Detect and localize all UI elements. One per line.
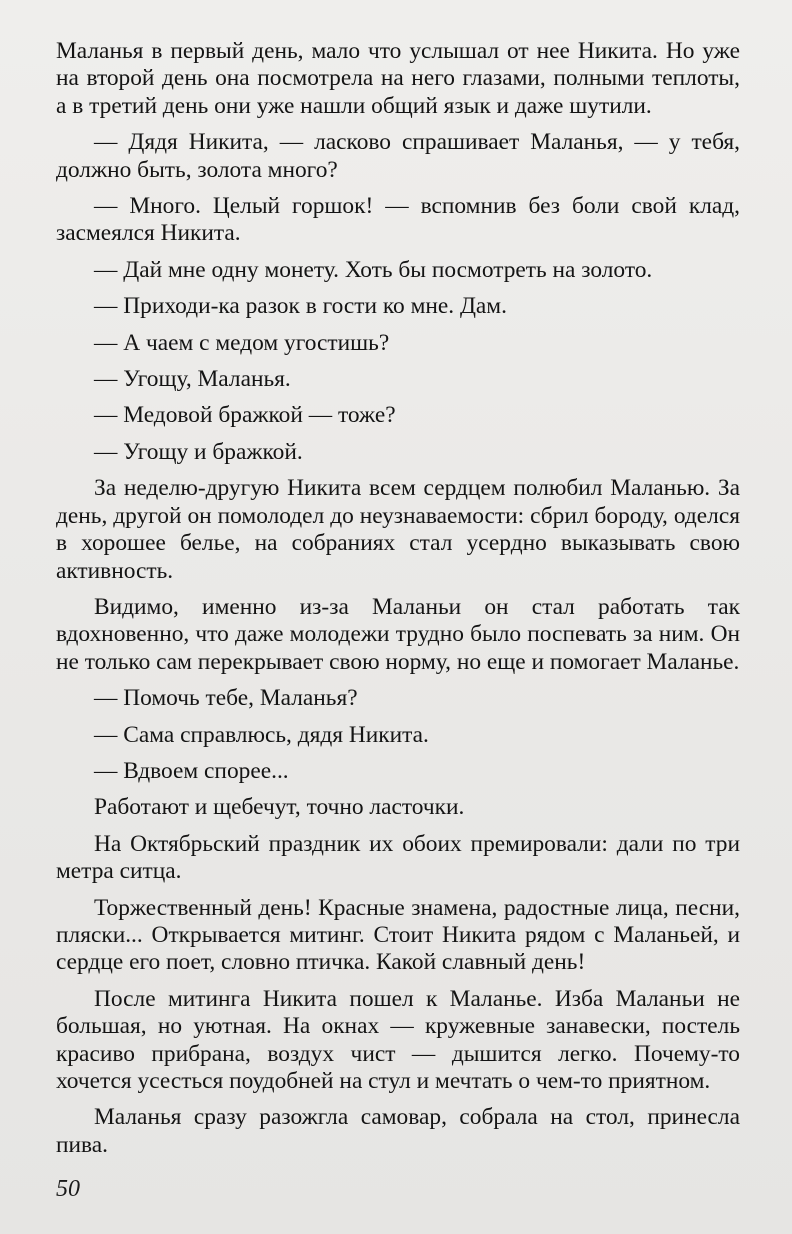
paragraph: — Приходи-ка разок в гости ко мне. Дам. — [94, 293, 507, 320]
paragraph: Торжественный день! Красные знамена, радостные лица, песни, пляски... Открывается митинг. Стоит Никита рядом с Маланьей, и сердце его поет, словно птичка. Какой славный день! — [56, 894, 740, 976]
paragraph: — Дядя Никита, — ласково спрашивает Маланья, — у тебя, должно быть, золота много? — [56, 129, 740, 183]
page-number: 50 — [56, 1176, 80, 1202]
paragraph: Видимо, именно из-за Маланьи он стал работать так вдохновенно, что даже молодежи трудно было поспевать за ним. Он не только сам перекрывает свою норму, но еще и помогает Маланье. — [56, 593, 740, 675]
page-body-text — [56, 38, 740, 1168]
paragraph: Работают и щебечут, точно ласточки. — [94, 794, 465, 821]
paragraph: — Угощу и бражкой. — [94, 438, 303, 465]
paragraph: После митинга Никита пошел к Маланье. Изба Маланьи не большая, но уютная. На окнах — кружевные занавески, постель красиво прибрана, воздух чист — дышится легко. Почему-то хочется усесться поудобней на стул и мечтать о чем-то приятном. — [56, 985, 740, 1094]
paragraph: Маланья сразу разожгла самовар, собрала на стол, принесла пива. — [56, 1104, 740, 1158]
paragraph: — Угощу, Маланья. — [94, 366, 291, 393]
paragraph: — Много. Целый горшок! — вспомнив без боли свой клад, засмеялся Никита. — [56, 193, 740, 247]
paragraph: — Вдвоем спорее... — [94, 757, 289, 784]
paragraph: — Дай мне одну монету. Хоть бы посмотреть на золото. — [94, 256, 653, 283]
paragraph: — Помочь тебе, Маланья? — [94, 685, 358, 712]
paragraph: На Октябрьский праздник их обоих премировали: дали по три метра ситца. — [56, 830, 740, 885]
paragraph: За неделю-другую Никита всем сердцем полюбил Маланью. За день, другой он помолодел до неузнаваемости: сбрил бороду, оделся в хорошее белье, на собраниях стал усердно выказывать свою активность. — [56, 475, 740, 584]
paragraph: — А чаем с медом угостишь? — [94, 329, 390, 356]
paragraph: Маланья в первый день, мало что услышал от нее Никита. Но уже на второй день она посмотрела на него глазами, полными теплоты, а в третий день они уже нашли общий язык и даже шутили. — [56, 38, 740, 119]
paragraph: — Медовой бражкой — тоже? — [94, 402, 396, 429]
paragraph: — Сама справлюсь, дядя Никита. — [94, 721, 429, 748]
